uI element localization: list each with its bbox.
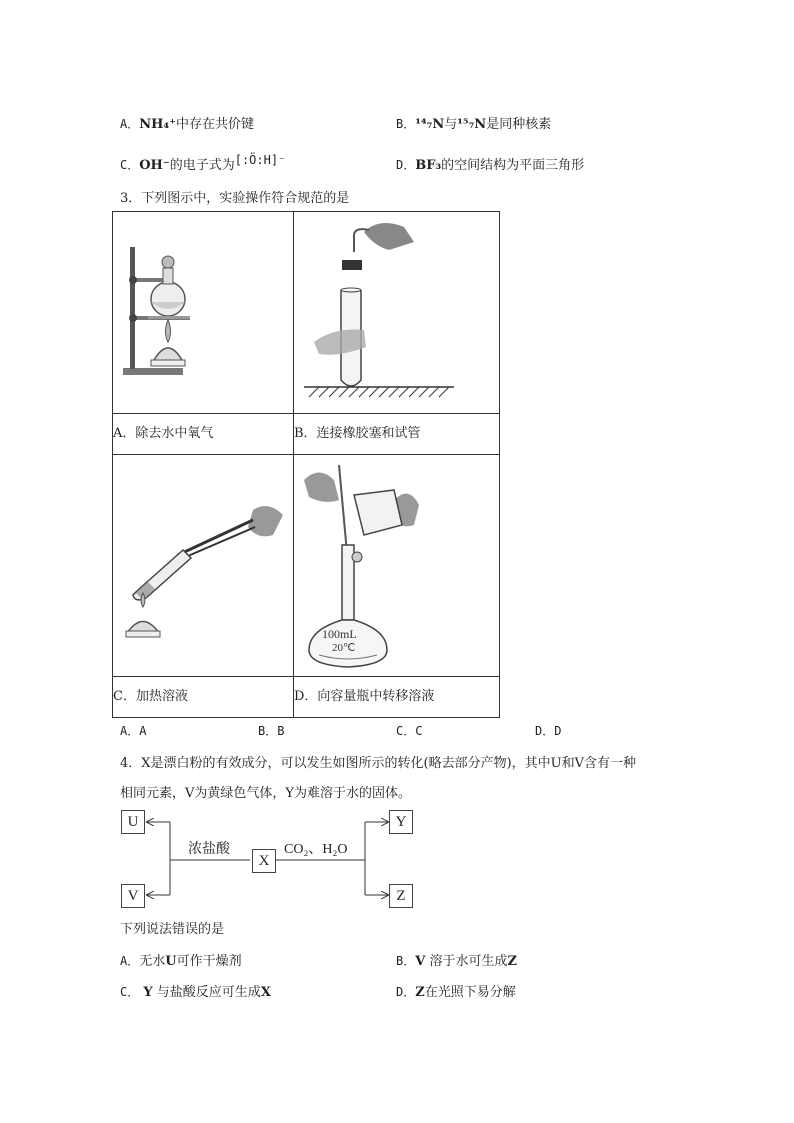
distillation-setup-icon bbox=[113, 212, 293, 409]
option-letter: A． bbox=[120, 117, 140, 131]
option-text: 的空间结构为平面三角形 bbox=[441, 158, 585, 173]
chem-formula: OH⁻ bbox=[139, 158, 170, 173]
q4-stem-line1: 4．X是漂白粉的有效成分，可以发生如图所示的转化(略去部分产物)，其中U和V含有一种 bbox=[120, 756, 637, 771]
box-y: Y bbox=[389, 810, 413, 834]
flask-volume-label: 100mL bbox=[322, 627, 357, 641]
option-text: 的电子式为 bbox=[169, 158, 235, 173]
option-text: 与 bbox=[444, 117, 458, 132]
option-letter: C． bbox=[120, 985, 140, 999]
q3-image-grid bbox=[112, 211, 500, 718]
chem-formula: ¹⁵₇N bbox=[457, 117, 487, 132]
q3-answer-a: A．A bbox=[120, 724, 147, 738]
q3-answer-b: B．B bbox=[258, 724, 285, 738]
chem-symbol: Z bbox=[415, 985, 425, 1000]
option-text: 中存在共价键 bbox=[175, 117, 254, 132]
option-text: 是同种核素 bbox=[486, 117, 552, 132]
q2-option-d bbox=[396, 154, 584, 173]
q4-option-c bbox=[120, 981, 271, 1000]
chem-formula: BF₃ bbox=[415, 158, 442, 173]
box-z: Z bbox=[389, 884, 413, 908]
box-x: X bbox=[252, 849, 276, 873]
electron-formula: [:Ö:H]⁻ bbox=[234, 153, 286, 167]
panel-d-image bbox=[294, 455, 500, 677]
option-letter: B． bbox=[396, 117, 416, 131]
flask-temp-label: 20℃ bbox=[332, 642, 356, 654]
panel-c-caption: C．加热溶液 bbox=[113, 677, 294, 718]
panel-b-caption: B．连接橡胶塞和试管 bbox=[294, 414, 500, 455]
heating-test-tube-icon bbox=[113, 455, 293, 672]
option-text: 可作干燥剂 bbox=[176, 954, 242, 969]
q4-prompt: 下列说法错误的是 bbox=[120, 922, 225, 937]
volumetric-flask-icon bbox=[294, 455, 499, 672]
option-letter: D． bbox=[396, 985, 416, 999]
q4-option-a bbox=[120, 950, 242, 969]
option-letter: D． bbox=[396, 158, 416, 172]
panel-a-image bbox=[113, 212, 294, 414]
chem-symbol: U bbox=[165, 954, 177, 969]
test-tube-stopper-icon bbox=[294, 212, 499, 409]
option-letter: C． bbox=[120, 158, 140, 172]
q3-answer-d: D．D bbox=[535, 724, 562, 738]
q3-answer-c: C．C bbox=[396, 724, 423, 738]
chem-symbol: X bbox=[260, 985, 271, 1000]
q2-option-c bbox=[120, 154, 285, 173]
reagent-co2-h2o: CO₂、H₂O bbox=[284, 842, 348, 857]
chem-formula: NH₄⁺ bbox=[139, 117, 176, 132]
panel-d-caption: D．向容量瓶中转移溶液 bbox=[294, 677, 500, 718]
q2-option-b bbox=[396, 113, 551, 132]
option-text: 与盐酸反应可生成 bbox=[156, 985, 261, 1000]
q2-option-a bbox=[120, 113, 254, 132]
chem-symbol: Y bbox=[143, 985, 153, 1000]
q4-option-b bbox=[396, 950, 517, 969]
option-text: 溶于水可生成 bbox=[429, 954, 508, 969]
reagent-conc-hcl: 浓盐酸 bbox=[188, 842, 230, 857]
q4-stem-line2: 相同元素，V为黄绿色气体，Y为难溶于水的固体。 bbox=[120, 786, 411, 801]
panel-b-image bbox=[294, 212, 500, 414]
box-v: V bbox=[121, 884, 145, 908]
panel-a-caption: A．除去水中氧气 bbox=[113, 414, 294, 455]
q3-stem: 3．下列图示中，实验操作符合规范的是 bbox=[120, 191, 350, 206]
option-text: 在光照下易分解 bbox=[424, 985, 516, 1000]
chem-symbol: Z bbox=[507, 954, 517, 969]
option-letter: A． bbox=[120, 954, 140, 968]
chem-formula: ¹⁴₇N bbox=[415, 117, 445, 132]
option-text: 无水 bbox=[139, 954, 166, 969]
q4-option-d bbox=[396, 981, 516, 1000]
panel-c-image bbox=[113, 455, 294, 677]
box-u: U bbox=[121, 810, 145, 834]
chem-symbol: V bbox=[415, 954, 426, 969]
option-letter: B． bbox=[396, 954, 416, 968]
